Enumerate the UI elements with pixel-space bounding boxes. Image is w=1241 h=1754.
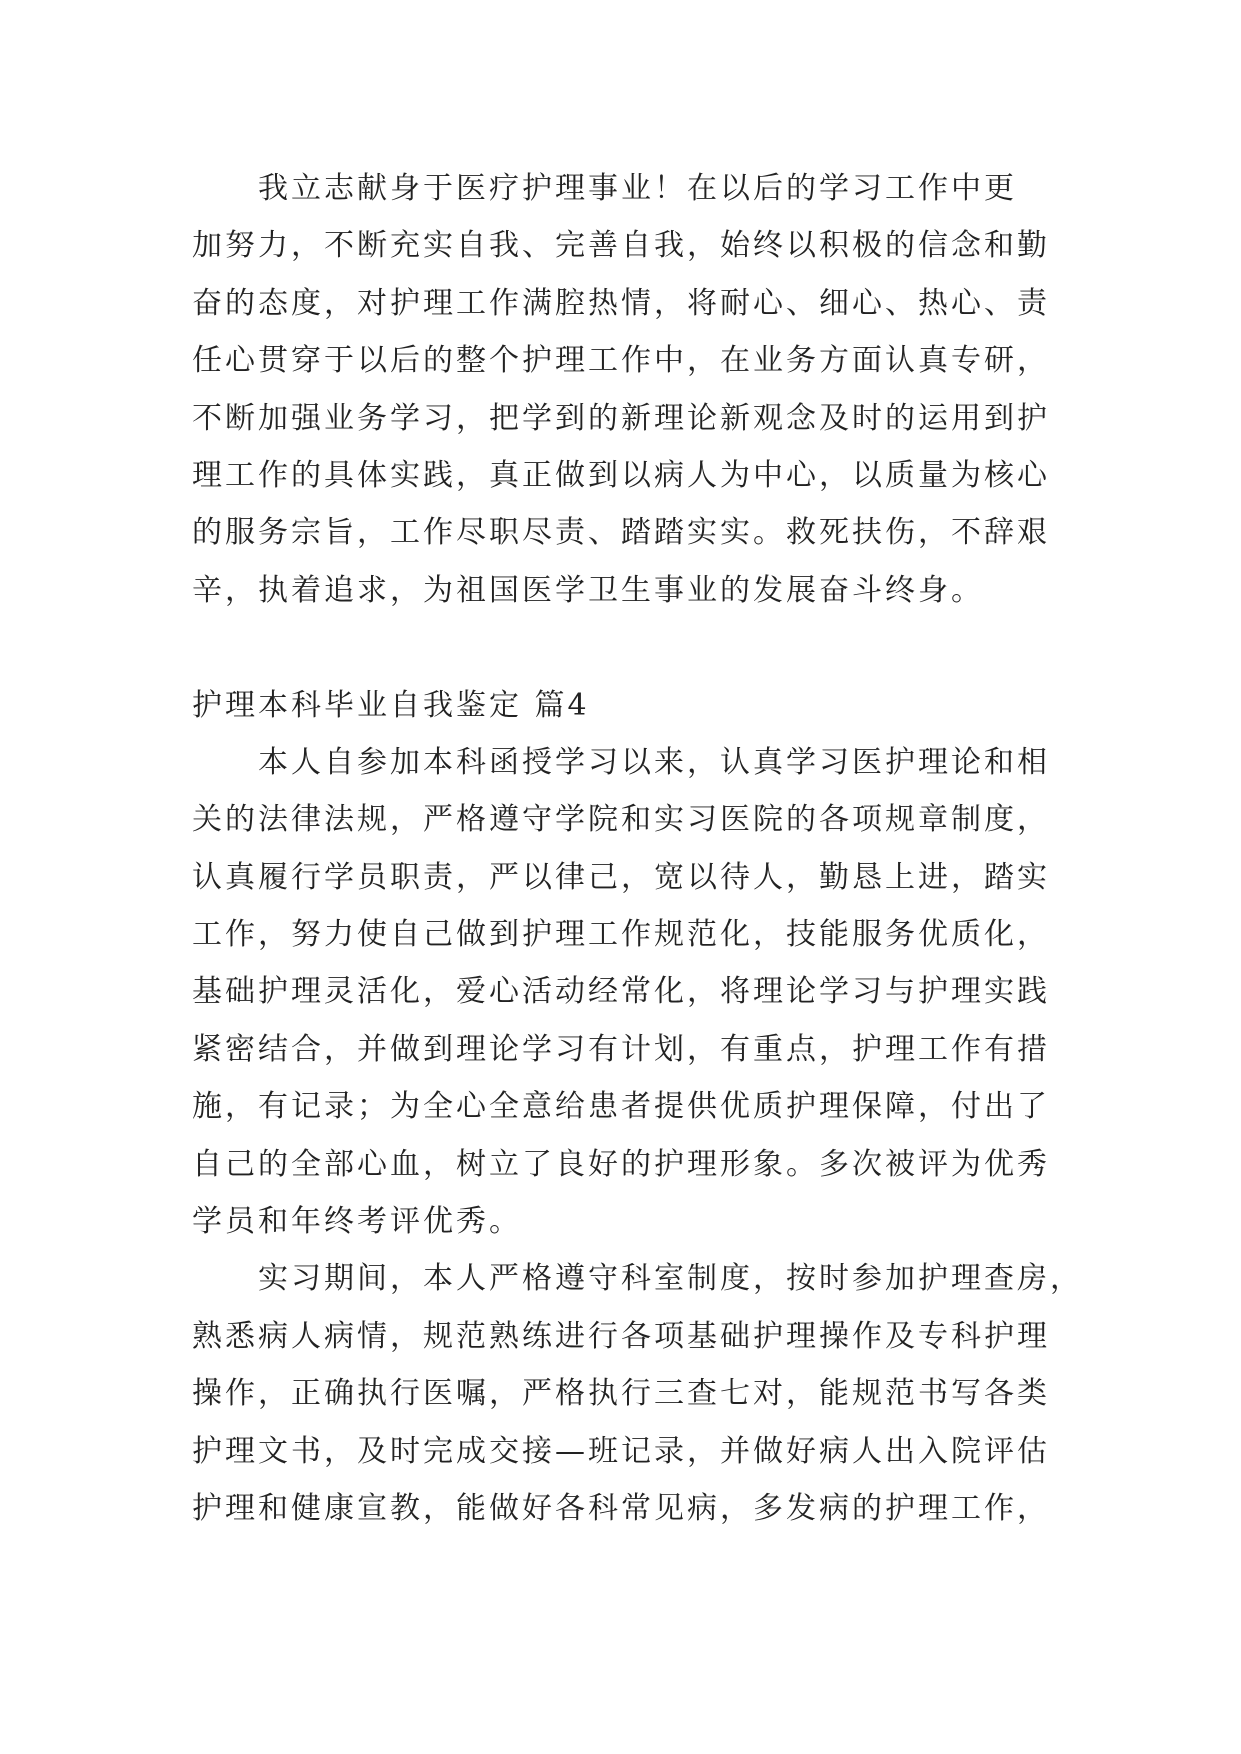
section-heading: 护理本科毕业自我鉴定 篇4 (192, 687, 590, 723)
text-line: 熟悉病人病情，规范熟练进行各项基础护理操作及专科护理 (192, 1318, 1050, 1354)
paragraph-dedication (192, 160, 1052, 619)
text-line: 学员和年终考评优秀。 (192, 1204, 522, 1240)
text-line: 基础护理灵活化，爱心活动经常化，将理论学习与护理实践 (192, 974, 1050, 1010)
paragraph-internship (192, 1250, 1083, 1537)
text-line: 我立志献身于医疗护理事业！在以后的学习工作中更 (258, 171, 1017, 206)
text-line: 实习期间，本人严格遵守科室制度，按时参加护理查房， (258, 1261, 1083, 1297)
text-line: 施，有记录；为全心全意给患者提供优质护理保障，付出了 (192, 1089, 1050, 1125)
text-line: 理工作的具体实践，真正做到以病人为中心，以质量为核心 (192, 457, 1050, 493)
document-body (192, 160, 1083, 1537)
text-line: 任心贯穿于以后的整个护理工作中，在业务方面认真专研， (192, 343, 1050, 379)
text-line: 本人自参加本科函授学习以来，认真学习医护理论和相 (258, 744, 1050, 780)
text-line: 自己的全部心血，树立了良好的护理形象。多次被评为优秀 (192, 1146, 1050, 1182)
text-line: 关的法律法规，严格遵守学院和实习医院的各项规章制度， (192, 802, 1050, 838)
text-line: 不断加强业务学习，把学到的新理论新观念及时的运用到护 (192, 400, 1050, 436)
text-line: 护理文书，及时完成交接—班记录，并做好病人出入院评估 (192, 1433, 1050, 1469)
text-line: 辛，执着追求，为祖国医学卫生事业的发展奋斗终身。 (192, 572, 984, 608)
text-line: 认真履行学员职责，严以律己，宽以待人，勤恳上进，踏实 (192, 859, 1050, 895)
text-line: 加努力，不断充实自我、完善自我，始终以积极的信念和勤 (192, 228, 1050, 264)
paragraph-spacer (192, 619, 1052, 676)
text-line: 工作，努力使自己做到护理工作规范化，技能服务优质化， (192, 917, 1050, 953)
paragraph-study (192, 734, 1052, 1251)
text-line: 操作，正确执行医嘱，严格执行三查七对，能规范书写各类 (192, 1376, 1050, 1412)
text-line: 奋的态度，对护理工作满腔热情，将耐心、细心、热心、责 (192, 285, 1050, 321)
text-line: 的服务宗旨，工作尽职尽责、踏踏实实。救死扶伤，不辞艰 (192, 515, 1050, 551)
text-line: 护理和健康宣教，能做好各科常见病，多发病的护理工作， (192, 1490, 1050, 1526)
text-line: 紧密结合，并做到理论学习有计划，有重点，护理工作有措 (192, 1031, 1050, 1067)
